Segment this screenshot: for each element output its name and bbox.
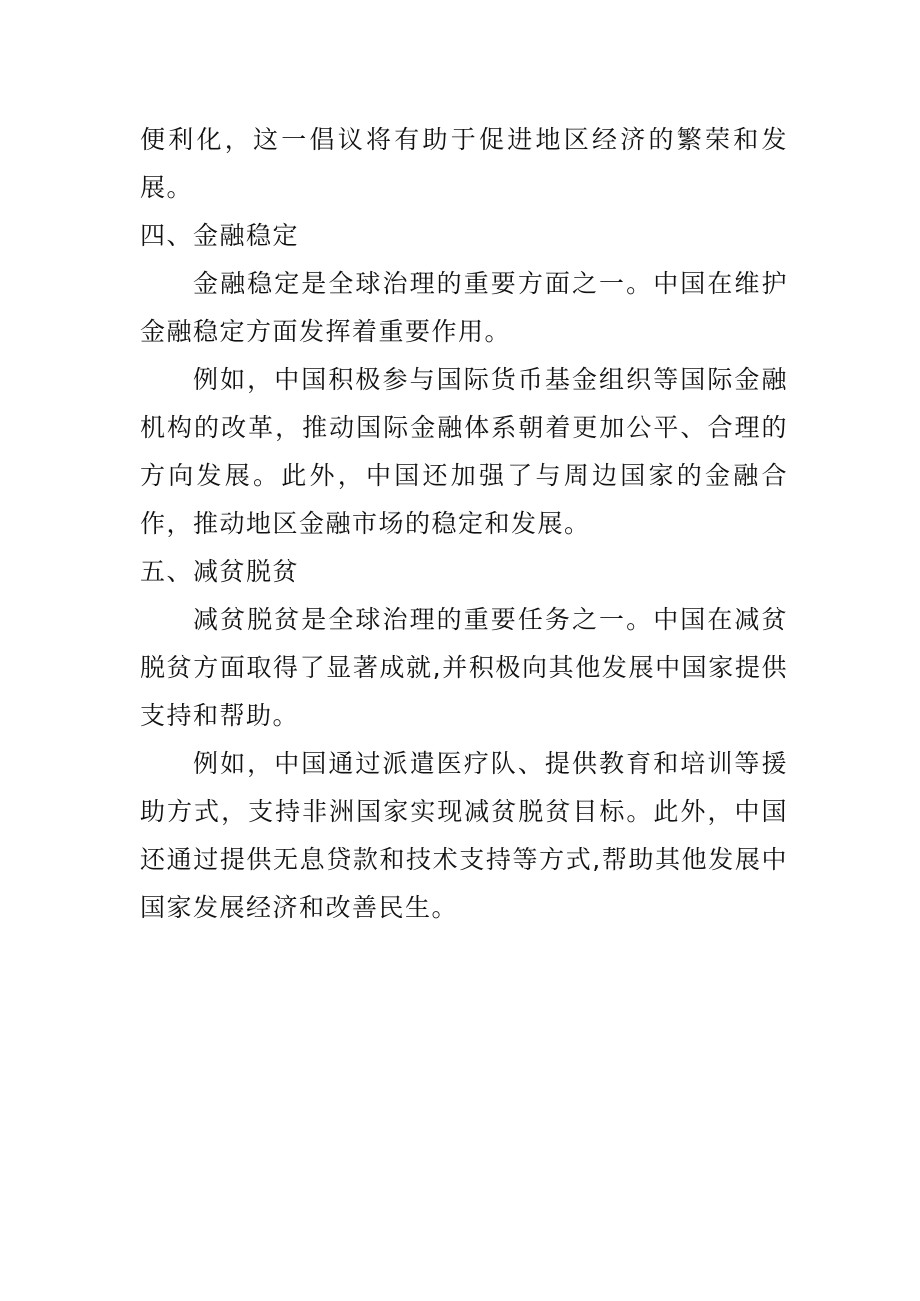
section-heading-poverty-reduction: 五、减贫脱贫	[140, 557, 300, 586]
paragraph-continuation: 便利化，这一倡议将有助于促进地区经济的繁荣和发展。	[140, 125, 788, 202]
paragraph-poverty-reduction-example: 例如，中国通过派遣医疗队、提供教育和培训等援助方式，支持非洲国家实现减贫脱贫目标。此外，中国还通过提供无息贷款和技术支持等方式,帮助其他发展中国家发展经济和改善民生。	[140, 749, 788, 922]
paragraph-financial-stability-example: 例如，中国积极参与国际货币基金组织等国际金融机构的改革，推动国际金融体系朝着更加公平、合理的方向发展。此外，中国还加强了与周边国家的金融合作，推动地区金融市场的稳定和发展。	[140, 365, 788, 538]
document-body	[140, 116, 788, 932]
section-heading-financial-stability: 四、金融稳定	[140, 221, 300, 250]
paragraph-financial-stability-intro: 金融稳定是全球治理的重要方面之一。中国在维护金融稳定方面发挥着重要作用。	[140, 269, 788, 346]
paragraph-poverty-reduction-intro: 减贫脱贫是全球治理的重要任务之一。中国在减贫脱贫方面取得了显著成就,并积极向其他发展中国家提供支持和帮助。	[140, 605, 788, 730]
